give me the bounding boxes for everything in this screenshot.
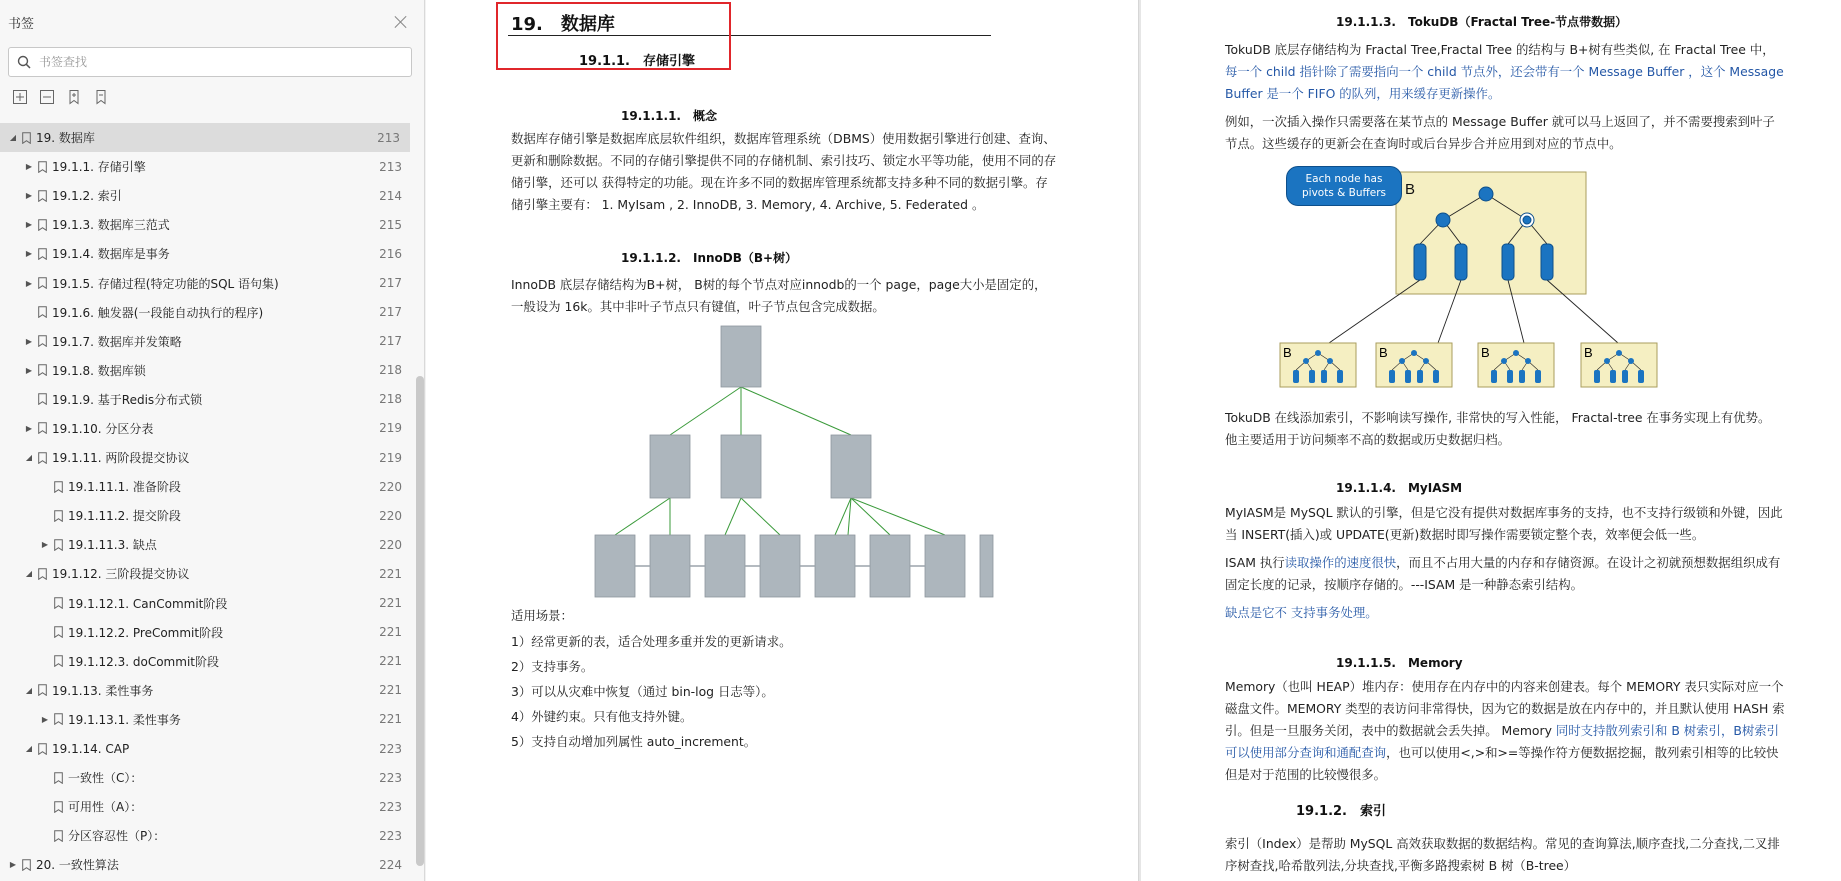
memory-text-2: ，也可以使用<,>和>=等操作符方便数据挖掘，散列索引相等的比较快但是对于范围的比较慢很多。: [1225, 745, 1779, 782]
bookmark-page-number: 221: [379, 596, 402, 611]
bookmark-item[interactable]: [0, 763, 412, 792]
expanded-caret-icon[interactable]: ◢: [25, 453, 33, 463]
collapsed-caret-icon[interactable]: ▶: [25, 336, 33, 346]
bookmark-page-number: 221: [379, 654, 402, 669]
bookmark-icon: [54, 626, 63, 638]
usage-item: 1）经常更新的表，适合处理多重并发的更新请求。: [511, 634, 792, 649]
bookmark-label: 分区容忍性（P）：: [68, 829, 166, 844]
collapsed-caret-icon: [40, 511, 50, 521]
small-nodes: [1280, 343, 1657, 387]
bookmark-panel: [0, 0, 425, 881]
bookmark-page-number: 217: [379, 276, 402, 291]
collapsed-caret-icon: [40, 802, 50, 812]
bookmark-page-number: 218: [379, 363, 402, 378]
leaf-node: [595, 535, 635, 597]
bookmark-label: 19.1.13.1. 柔性事务: [68, 712, 181, 727]
leaf-node: [980, 535, 993, 597]
memory-paragraph: [1225, 676, 1785, 786]
bookmark-page-number: 219: [379, 421, 402, 436]
bookmark-label: 可用性（A）：: [68, 800, 143, 815]
bookmark-item[interactable]: [0, 676, 412, 705]
tokudb-text: TokuDB 底层存储结构为 Fractal Tree,Fractal Tree 的结构与 B+树有些类似, 在 Fractal Tree 中，: [1225, 42, 1775, 57]
bookmark-page-number: 221: [379, 625, 402, 640]
subsection-title-concept: 19.1.1.1. 概念: [621, 109, 717, 123]
collapse-all-icon[interactable]: [39, 89, 55, 105]
memory-highlight-text: 同时支持散列索引和 B 树索引，B树索引可以使用部分查询和通配查询: [1225, 723, 1780, 760]
bookmark-label: 19.1.7. 数据库并发策略: [52, 334, 182, 349]
bookmark-item[interactable]: [0, 152, 412, 181]
bookmark-item[interactable]: [0, 647, 412, 676]
bookmark-page-number: 224: [379, 857, 402, 872]
bookmark-icon: [38, 161, 47, 173]
bookmark-label: 19.1.9. 基于Redis分布式锁: [52, 392, 203, 407]
internal-node: [831, 435, 871, 498]
tokudb-callout: Each node has pivots & Buffers: [1286, 166, 1402, 206]
expanded-caret-icon[interactable]: ◢: [25, 569, 33, 579]
isam-highlight-text: 读取操作的速度很快: [1284, 555, 1397, 570]
bookmark-label: 19. 数据库: [36, 131, 95, 146]
tokudb-paragraph-2: 例如，一次插入操作只需要落在某节点的 Message Buffer 就可以马上返回了，并不需要搜索到叶子节点。这些缓存的更新会在查询时或后台异步合并应用到对应的节点中。: [1225, 114, 1775, 151]
bookmark-item[interactable]: [0, 734, 412, 763]
tokudb-paragraph-3: TokuDB 在线添加索引，不影响读写操作, 非常快的写入性能， Fractal-tree 在事务实现上有优势。 他主要适用于访问频率不高的数据或历史数据归档。: [1225, 410, 1771, 447]
bookmark-label: 19.1.6. 触发器(一段能自动执行的程序): [52, 305, 264, 320]
usage-item: 4）外键约束。只有他支持外键。: [511, 709, 693, 724]
bookmark-label: 19.1.1. 存储引擎: [52, 160, 146, 175]
collapsed-caret-icon: [40, 482, 50, 492]
delete-bookmark-icon[interactable]: [93, 89, 109, 105]
bookmark-item[interactable]: [0, 327, 412, 356]
bookmark-item[interactable]: [0, 850, 412, 879]
bookmark-page-number: 223: [379, 828, 402, 843]
myisam-drawback: 缺点是它不 支持事务处理。: [1225, 605, 1378, 620]
bookmark-item[interactable]: [0, 298, 412, 327]
bookmark-label: 一致性（C）：: [68, 771, 143, 786]
bookmark-page-number: 215: [379, 217, 402, 232]
bookmark-page-number: 220: [379, 479, 402, 494]
bookmark-item[interactable]: [0, 705, 412, 734]
bookmark-icon: [38, 743, 47, 755]
section-title-index: 19.1.2. 索引: [1296, 804, 1386, 819]
bookmark-item[interactable]: [0, 821, 412, 850]
bookmark-icon: [54, 801, 63, 813]
collapsed-caret-icon: [24, 394, 34, 404]
bookmark-toolbar: [0, 77, 424, 117]
bookmark-page-number: 217: [379, 305, 402, 320]
tokudb-highlight-text: 每一个 child 指针除了需要指向一个 child 节点外，还会带有一个 Message Buffer ，这个 Message Buffer 是一个 FIFO 的队列，用来缓存更新操作。: [1225, 64, 1784, 101]
collapsed-caret-icon[interactable]: ▶: [25, 162, 33, 172]
collapsed-caret-icon: [40, 773, 50, 783]
leaf-node: [815, 535, 855, 597]
bookmark-page-number: 221: [379, 683, 402, 698]
usage-title: 适用场景：: [511, 608, 573, 623]
bookmark-icon: [54, 830, 63, 842]
collapsed-caret-icon[interactable]: ▶: [41, 540, 49, 550]
bookmark-label: 19.1.2. 索引: [52, 189, 122, 204]
bookmark-icon: [54, 481, 63, 493]
collapsed-caret-icon[interactable]: ▶: [41, 714, 49, 724]
bookmark-search-box[interactable]: [8, 47, 412, 77]
bookmark-item[interactable]: [0, 123, 410, 152]
bookmark-label: 19.1.11.1. 准备阶段: [68, 480, 181, 495]
isam-text: ISAM 执行: [1225, 555, 1285, 570]
bookmark-icon: [38, 452, 47, 464]
collapsed-caret-icon[interactable]: ▶: [25, 220, 33, 230]
collapsed-caret-icon[interactable]: ▶: [9, 860, 17, 870]
bookmark-item[interactable]: [0, 385, 412, 414]
bookmark-label: 19.1.12.1. CanCommit阶段: [68, 596, 228, 611]
svg-text:B: B: [1283, 345, 1292, 360]
big-node-label: B: [1405, 181, 1416, 198]
bookmark-panel-header: [0, 0, 424, 44]
svg-text:B: B: [1379, 345, 1388, 360]
bookmark-page-number: 213: [377, 130, 400, 145]
bookmark-icon: [38, 364, 47, 376]
bookmark-icon: [38, 219, 47, 231]
svg-text:B: B: [1481, 345, 1490, 360]
innodb-paragraph: InnoDB 底层存储结构为B+树， B树的每个节点对应innodb的一个 page，page大小是固定的，一般设为 16k。其中非叶子节点只有键值，叶子节点包含完成数据。: [511, 277, 1047, 314]
bookmark-label: 20. 一致性算法: [36, 858, 119, 873]
memory-text: Memory（也叫 HEAP）堆内存：使用存在内存中的内容来创建表。每个 MEMORY 表只实际对应一个磁盘文件。MEMORY 类型的表访问非常得快，因为它的数据是放在内存中的，并且默认使用 HASH 索引。但是一旦服务关闭，表中的数据就会丢失掉。 Memory: [1225, 679, 1785, 738]
collapsed-caret-icon[interactable]: ▶: [25, 249, 33, 259]
bookmark-search-input[interactable]: [39, 55, 369, 69]
bookmark-label: 19.1.5. 存储过程(特定功能的SQL 语句集): [52, 276, 279, 291]
bookmark-page-number: 219: [379, 450, 402, 465]
bookmark-label: 19.1.4. 数据库是事务: [52, 247, 170, 262]
bookmark-label: 19.1.13. 柔性事务: [52, 683, 154, 698]
bookmark-panel-title: 书签: [8, 16, 35, 32]
bookmark-item[interactable]: [0, 559, 412, 588]
leaf-node: [925, 535, 965, 597]
bookmark-page-number: 223: [379, 770, 402, 785]
isam-text-2: ，而且不占用大量的内存和存储资源。在设计之初就预想数据组织成有固定长度的记录，按顺序存储的。---ISAM 是一种静态索引结构。: [1225, 555, 1781, 592]
bookmark-icon: [54, 510, 63, 522]
bookmark-page-number: 220: [379, 508, 402, 523]
bookmark-page-number: 213: [379, 159, 402, 174]
chapter-title: 19. 数据库: [511, 14, 615, 35]
pdf-page-right: [1141, 0, 1841, 881]
bookmark-item[interactable]: [0, 501, 412, 530]
usage-item: 3）可以从灾难中恢复（通过 bin-log 日志等）。: [511, 684, 774, 699]
pdf-page-left: [426, 0, 1139, 881]
bookmark-item[interactable]: [0, 414, 412, 443]
bookmark-page-number: 221: [379, 566, 402, 581]
bookmark-icon: [54, 539, 63, 551]
bookmark-icon: [54, 597, 63, 609]
collapsed-caret-icon[interactable]: ▶: [25, 278, 33, 288]
collapsed-caret-icon: [40, 656, 50, 666]
collapsed-caret-icon[interactable]: ▶: [25, 423, 33, 433]
expanded-caret-icon[interactable]: ◢: [25, 685, 33, 695]
collapsed-caret-icon: [24, 307, 34, 317]
bookmark-label: 19.1.10. 分区分表: [52, 421, 154, 436]
bookmark-item[interactable]: [0, 589, 412, 618]
bookmark-icon: [22, 859, 31, 871]
bookmark-item[interactable]: [0, 210, 412, 239]
bookmark-page-number: 221: [379, 712, 402, 727]
bookmark-icon: [38, 335, 47, 347]
bookmark-label: 19.1.14. CAP: [52, 741, 130, 756]
highlight-box: [496, 2, 731, 70]
root-node: [721, 326, 761, 387]
bookmark-icon: [38, 277, 47, 289]
bookmark-item[interactable]: [0, 181, 412, 210]
bookmark-list: [0, 123, 412, 881]
collapsed-caret-icon: [40, 627, 50, 637]
tokudb-paragraph: [1225, 39, 1785, 105]
bookmark-item[interactable]: [0, 356, 412, 385]
collapsed-caret-icon[interactable]: ▶: [25, 365, 33, 375]
close-icon[interactable]: [392, 13, 410, 31]
bookmark-page-number: 223: [379, 741, 402, 756]
bookmark-item[interactable]: [0, 792, 412, 821]
concept-paragraph: 数据库存储引擎是数据库底层软件组织，数据库管理系统（DBMS）使用数据引擎进行创建、查询、更新和删除数据。不同的存储引擎提供不同的存储机制、索引技巧、锁定水平等功能，使用不同的存储引擎，还可以 获得特定的功能。现在许多不同的数据库管理系统都支持多种不同的数据引擎。存储引擎主要有： 1. MyIsam , 2. InnoDB, 3. Memory, 4. Archive, 5. Federated 。: [511, 131, 1057, 212]
subsection-title-memory: 19.1.1.5. Memory: [1336, 656, 1463, 670]
bookmark-item[interactable]: [0, 239, 412, 268]
bookmark-label: 19.1.11. 两阶段提交协议: [52, 451, 190, 466]
bookmark-label: 19.1.8. 数据库锁: [52, 363, 146, 378]
expanded-caret-icon[interactable]: ◢: [25, 744, 33, 754]
leaf-node: [760, 535, 800, 597]
bookmark-page-number: 223: [379, 799, 402, 814]
bookmark-icon: [54, 772, 63, 784]
bookmark-icon: [38, 393, 47, 405]
subsection-title-myisam: 19.1.1.4. MyIASM: [1336, 481, 1463, 495]
tree-nodes: [595, 326, 993, 597]
subsection-title-innodb: 19.1.1.2. InnoDB（B+树）: [621, 251, 798, 265]
myisam-paragraph: MyIASM是 MySQL 默认的引擎，但是它没有提供对数据库事务的支持，也不支持行级锁和外键，因此当 INSERT(插入)或 UPDATE(更新)数据时即写操作需要锁定整个表，效率便会低一些。: [1225, 505, 1783, 542]
svg-text:B: B: [1584, 345, 1593, 360]
bookmark-icon: [38, 684, 47, 696]
bookmark-icon: [38, 422, 47, 434]
search-icon: [17, 55, 31, 69]
usage-item: 2）支持事务。: [511, 659, 594, 674]
expanded-caret-icon[interactable]: ◢: [9, 133, 17, 143]
add-bookmark-icon[interactable]: [66, 89, 82, 105]
bookmark-item[interactable]: [0, 268, 412, 297]
bplus-tree: [556, 320, 996, 602]
bookmark-icon: [54, 713, 63, 725]
bookmark-page-number: 216: [379, 246, 402, 261]
leaf-node: [705, 535, 745, 597]
internal-node: [721, 435, 761, 498]
bookmark-icon: [22, 132, 31, 144]
bookmark-label: 19.1.11.2. 提交阶段: [68, 509, 181, 524]
bookmark-scrollbar[interactable]: [416, 376, 424, 866]
bookmark-icon: [38, 306, 47, 318]
bookmark-label: 19.1.11.3. 缺点: [68, 538, 157, 553]
collapsed-caret-icon: [40, 598, 50, 608]
bookmark-label: 19.1.12. 三阶段提交协议: [52, 567, 190, 582]
bookmark-label: 19.1.3. 数据库三范式: [52, 218, 170, 233]
bookmark-item[interactable]: [0, 443, 412, 472]
bookmark-page-number: 218: [379, 392, 402, 407]
bookmark-icon: [38, 568, 47, 580]
collapsed-caret-icon: [40, 831, 50, 841]
bookmark-item[interactable]: [0, 618, 412, 647]
bookmark-page-number: 217: [379, 334, 402, 349]
bookmark-label: 19.1.12.3. doCommit阶段: [68, 654, 219, 669]
expand-all-icon[interactable]: [12, 89, 28, 105]
bookmark-page-number: 220: [379, 537, 402, 552]
bookmark-label: 19.1.12.2. PreCommit阶段: [68, 625, 224, 640]
index-paragraph: 索引（Index）是帮助 MySQL 高效获取数据的数据结构。常见的查询算法,顺序查找,二分查找,二叉排序树查找,哈希散列法,分块查找,平衡多路搜索树 B 树（B-tree）: [1225, 836, 1780, 873]
bookmark-item[interactable]: [0, 472, 412, 501]
usage-item: 5）支持自动增加列属性 auto_increment。: [511, 734, 757, 749]
isam-paragraph: [1225, 552, 1785, 596]
subsection-title-tokudb: 19.1.1.3. TokuDB（Fractal Tree-节点带数据）: [1336, 15, 1628, 29]
bookmark-icon: [38, 190, 47, 202]
bookmark-item[interactable]: [0, 530, 412, 559]
bookmark-icon: [54, 655, 63, 667]
bookmark-icon: [38, 248, 47, 260]
section-title-storage-engine: 19.1.1. 存储引擎: [579, 54, 695, 69]
document-view: [426, 0, 1841, 881]
collapsed-caret-icon[interactable]: ▶: [25, 191, 33, 201]
leaf-node: [650, 535, 690, 597]
leaf-node: [870, 535, 910, 597]
internal-node: [650, 435, 690, 498]
bookmark-page-number: 214: [379, 188, 402, 203]
